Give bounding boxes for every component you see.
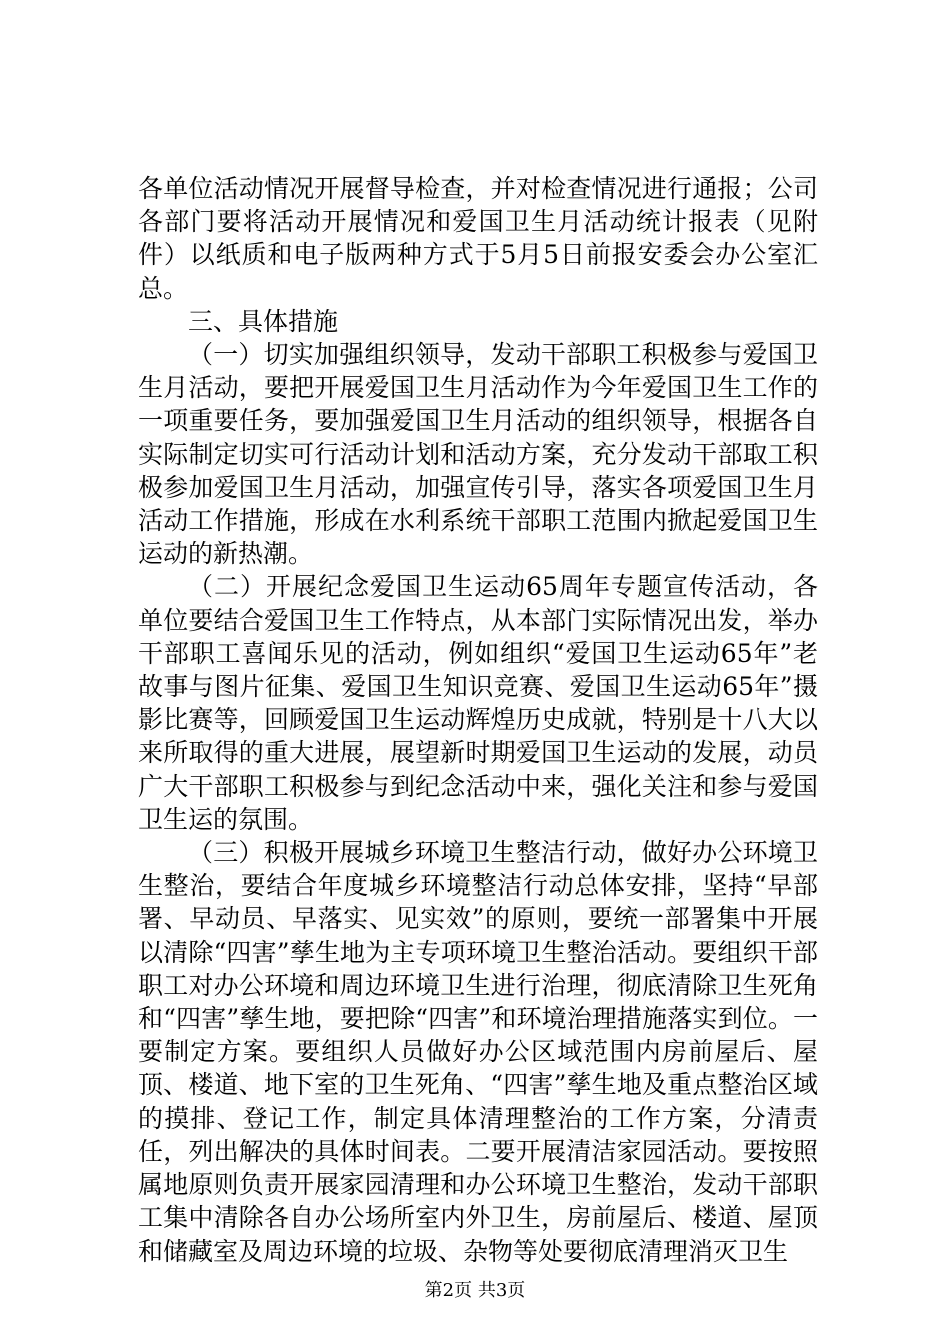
section-heading: 三、具体措施	[188, 306, 339, 336]
paragraph-measure-2: （二）开展纪念爱国卫生运动65周年专题宣传活动，各单位要结合爱国卫生工作特点，从本部门实际情况出发，举办干部职工喜闻乐见的活动，例如组织“爱国卫生运动65年”老故事与图片征集、爱国卫生知识竞赛、爱国卫生运动65年”摄影比赛等，回顾爱国卫生运动辉煌历史成就，特别是十八大以来所取得的重大进展，展望新时期爱国卫生运动的发展，动员广大干部职工积极参与到纪念活动中来，强化关注和参与爱国卫生运的氛围。	[138, 572, 818, 834]
paragraph-measure-1: （一）切实加强组织领导，发动干部职工积极参与爱国卫生月活动，要把开展爱国卫生月活动作为今年爱国卫生工作的一项重要任务，要加强爱国卫生月活动的组织领导，根据各自实际制定切实可行活动计划和活动方案，充分发动干部取工积极参加爱国卫生月活动，加强宣传引导，落实各项爱国卫生月活动工作措施，形成在水利系统干部职工范围内掀起爱国卫生运动的新热潮。	[138, 340, 818, 569]
paragraph-continuation: 各单位活动情况开展督导检查，并对检查情况进行通报；公司各部门要将活动开展情况和爱国卫生月活动统计报表（见附件）以纸质和电子版两种方式于5月5日前报安委会办公室汇总。	[138, 174, 818, 303]
document-body	[138, 172, 818, 1268]
paragraph-measure-3: （三）积极开展城乡环境卫生整洁行动，做好办公环境卫生整治，要结合年度城乡环境整洁行动总体安排，坚持“早部署、早动员、早落实、见实效”的原则，要统一部署集中开展以清除“四害”孳生地为主专项环境卫生整治活动。要组织干部职工对办公环境和周边环境卫生进行治理，彻底清除卫生死角和“四害”孳生地，要把除“四害”和环境治理措施落实到位。一要制定方案。要组织人员做好办公区域范围内房前屋后、屋顶、楼道、地下室的卫生死角、“四害”孳生地及重点整治区域的摸排、登记工作，制定具体清理整治的工作方案，分清责任，列出解决的具体时间表。二要开展清洁家园活动。要按照属地原则负责开展家园清理和办公环境卫生整治，发动干部职工集中清除各自办公场所室内外卫生，房前屋后、楼道、屋顶和储藏室及周边环境的垃圾、杂物等处要彻底清理消灭卫生	[138, 838, 818, 1266]
page-number: 第2页 共3页	[424, 1280, 526, 1301]
